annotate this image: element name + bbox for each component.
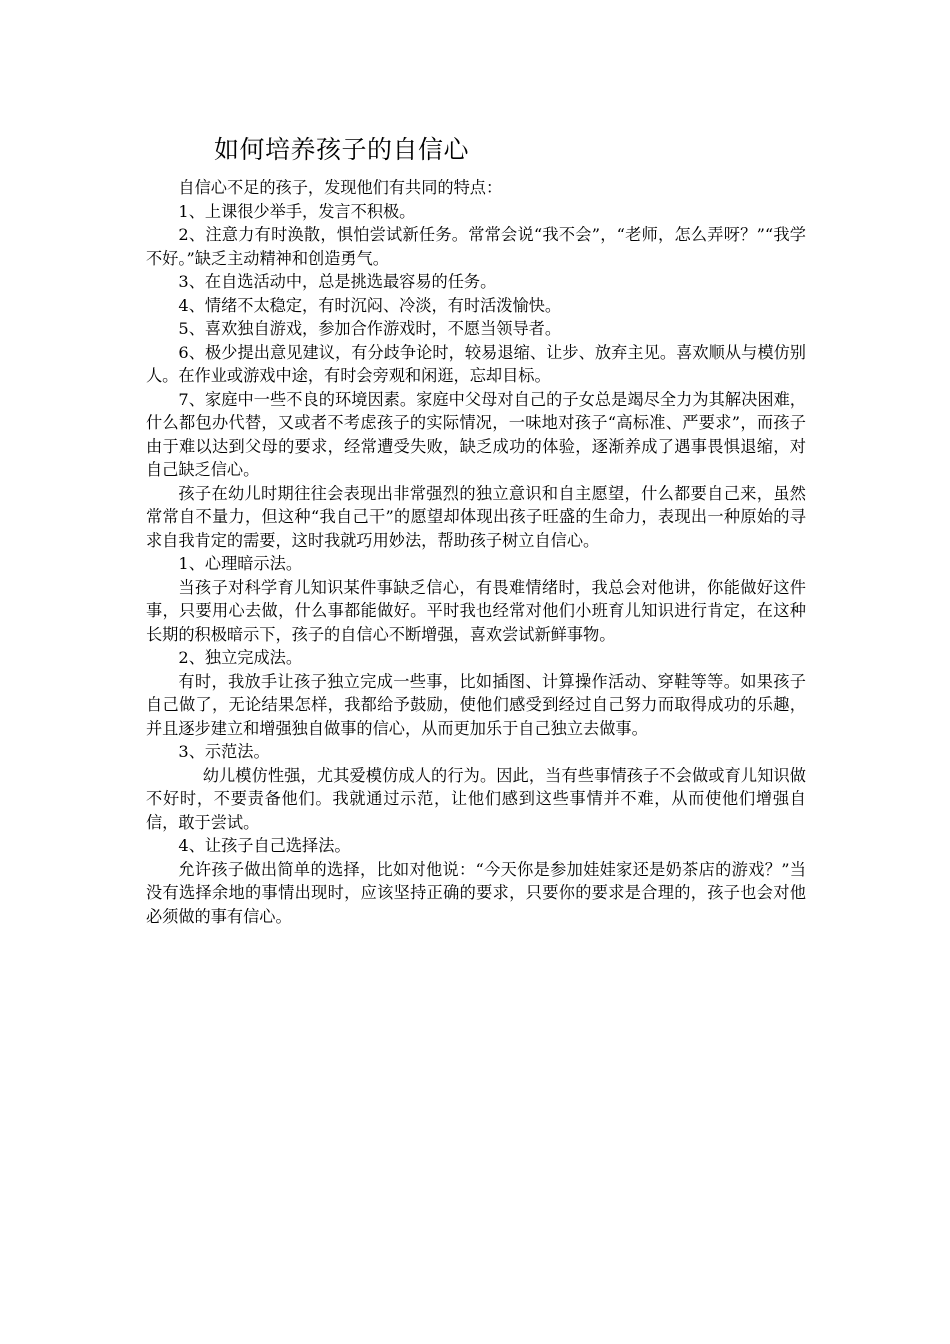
- method-body-2: 有时，我放手让孩子独立完成一些事，比如插图、计算操作活动、穿鞋等等。如果孩子自己做了，无论结果怎样，我都给予鼓励，使他们感受到经过自己努力而取得成功的乐趣，并且逐步建立和增强独自做事的信心，从而更加乐于自己独立去做事。: [146, 671, 806, 738]
- method-heading-2: 2、独立完成法。: [178, 648, 303, 667]
- paragraph-intro: 自信心不足的孩子，发现他们有共同的特点：: [178, 178, 503, 197]
- paragraph-trait-7: 7、家庭中一些不良的环境因素。家庭中父母对自己的子女总是竭尽全力为其解决困难，什么都包办代替，又或者不考虑孩子的实际情况，一味地对孩子“高标准、严要求”，而孩子由于难以达到父母的要求，经常遭受失败，缺乏成功的体验，逐渐养成了遇事畏惧退缩，对自己缺乏信心。: [146, 389, 806, 479]
- paragraph-trait-2: 2、注意力有时涣散，惧怕尝试新任务。常常会说“我不会”，“老师，怎么弄呀？”“我学不好。”缺乏主动精神和创造勇气。: [146, 225, 806, 268]
- paragraph-trait-5: 5、喜欢独自游戏，参加合作游戏时，不愿当领导者。: [178, 319, 562, 338]
- paragraph-trait-6: 6、极少提出意见建议，有分歧争论时，较易退缩、让步、放弃主见。喜欢顺从与模仿别人。在作业或游戏中途，有时会旁观和闲逛，忘却目标。: [146, 342, 806, 385]
- method-heading-1: 1、心理暗示法。: [178, 554, 303, 573]
- paragraph-overview: 孩子在幼儿时期往往会表现出非常强烈的独立意识和自主愿望，什么都要自己来，虽然常常自不量力，但这种“我自己干”的愿望却体现出孩子旺盛的生命力，表现出一种原始的寻求自我肯定的需要，这时我就巧用妙法，帮助孩子树立自信心。: [146, 483, 806, 550]
- method-heading-4: 4、让孩子自己选择法。: [178, 836, 351, 855]
- method-body-3: 幼儿模仿性强，尤其爱模仿成人的行为。因此，当有些事情孩子不会做或育儿知识做不好时，不要责备他们。我就通过示范，让他们感到这些事情并不难，从而使他们增强自信，敢于尝试。: [146, 765, 806, 832]
- paragraph-trait-3: 3、在自选活动中，总是挑选最容易的任务。: [178, 272, 497, 291]
- paragraph-trait-1: 1、上课很少举手，发言不积极。: [178, 201, 416, 221]
- document-page: [146, 132, 806, 928]
- document-title: 如何培养孩子的自信心: [214, 135, 470, 164]
- method-heading-3: 3、示范法。: [178, 742, 270, 761]
- method-body-4: 允许孩子做出简单的选择，比如对他说：“今天你是参加娃娃家还是奶茶店的游戏？”当没有选择余地的事情出现时，应该坚持正确的要求，只要你的要求是合理的，孩子也会对他必须做的事有信心。: [146, 859, 806, 926]
- paragraph-trait-4: 4、情绪不太稳定，有时沉闷、冷淡，有时活泼愉快。: [178, 295, 562, 315]
- method-body-1: 当孩子对科学育儿知识某件事缺乏信心，有畏难情绪时，我总会对他讲，你能做好这件事，只要用心去做，什么事都能做好。平时我也经常对他们小班育儿知识进行肯定，在这种长期的积极暗示下，孩子的自信心不断增强，喜欢尝试新鲜事物。: [146, 577, 806, 644]
